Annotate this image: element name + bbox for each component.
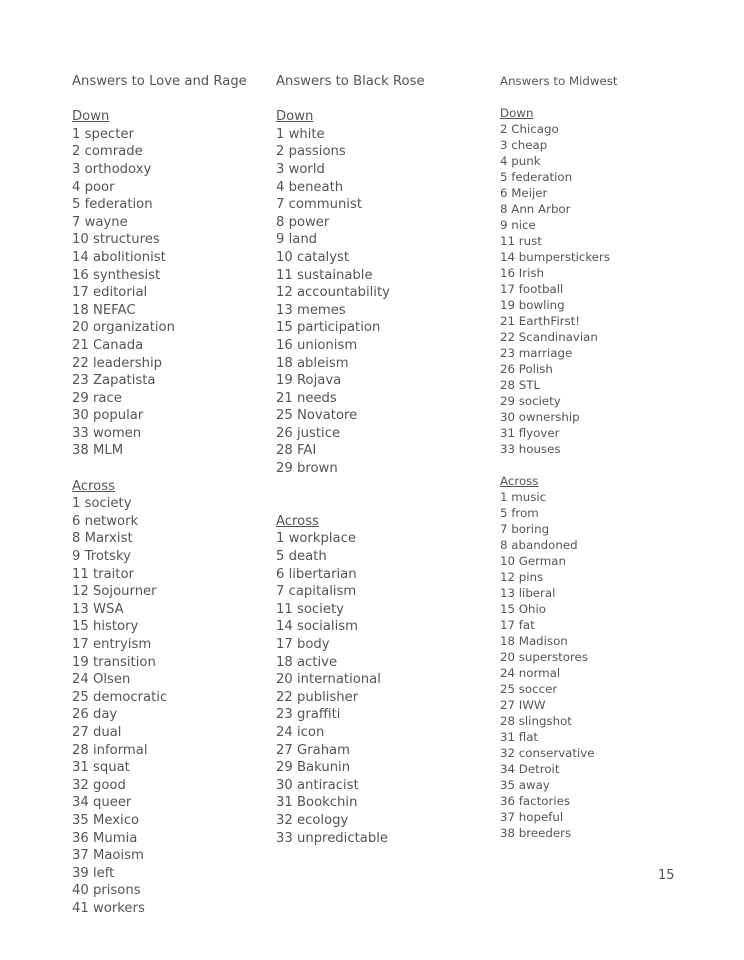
answer-item: 18 ableism [276, 355, 349, 371]
answer-item: 20 organization [72, 320, 175, 336]
page-number: 15 [658, 868, 675, 883]
answer-item: 5 federation [500, 170, 573, 184]
answer-item: 12 pins [500, 570, 544, 584]
answer-item: 4 punk [500, 154, 541, 168]
answer-item: 8 Ann Arbor [500, 202, 571, 216]
answer-item: 13 liberal [500, 586, 556, 600]
answer-item: 23 marriage [500, 346, 573, 360]
answer-item: 13 memes [276, 302, 346, 318]
answer-item: 28 informal [72, 742, 148, 758]
answer-item: 7 wayne [72, 214, 128, 230]
answer-item: 3 cheap [500, 138, 548, 152]
answer-item: 2 comrade [72, 144, 143, 160]
answer-item: 1 specter [72, 126, 134, 142]
answer-item: 20 international [276, 672, 381, 688]
answer-item: 25 soccer [500, 682, 558, 696]
answer-item: 9 land [276, 232, 318, 248]
answer-item: 4 poor [72, 179, 115, 195]
answer-item: 34 queer [72, 795, 132, 811]
answer-item: 36 factories [500, 794, 571, 808]
answer-item: 14 bumperstickers [500, 250, 611, 264]
answer-item: 18 Madison [500, 634, 568, 648]
answer-item: 28 slingshot [500, 714, 572, 728]
answer-item: 25 Novatore [276, 408, 358, 424]
answer-item: 14 socialism [276, 619, 358, 635]
answer-item: 37 Maoism [72, 848, 144, 864]
answer-item: 29 society [500, 394, 561, 408]
answer-item: 24 normal [500, 666, 561, 680]
answer-item: 10 German [500, 554, 567, 568]
answer-item: 27 dual [72, 724, 122, 740]
answer-item: 16 synthesist [72, 267, 161, 283]
answer-item: 1 workplace [276, 531, 356, 547]
answer-item: 12 Sojourner [72, 584, 157, 600]
section-title: Answers to Midwest [500, 74, 618, 88]
answer-item: 22 Scandinavian [500, 330, 598, 344]
answer-item: 31 squat [72, 760, 130, 776]
answer-item: 15 participation [276, 320, 381, 336]
answer-item: 9 Trotsky [72, 549, 131, 565]
answer-item: 26 justice [276, 425, 341, 441]
down-answers-list [72, 126, 262, 460]
answer-item: 21 needs [276, 390, 337, 406]
across-heading: Across [72, 478, 115, 494]
down-heading: Down [276, 109, 314, 125]
answer-item: 20 superstores [500, 650, 588, 664]
answer-item: 5 federation [72, 197, 153, 213]
answer-item: 7 communist [276, 197, 363, 213]
across-answers-list [276, 530, 476, 847]
answer-item: 16 unionism [276, 337, 358, 353]
answer-item: 41 workers [72, 900, 145, 916]
answer-item: 38 MLM [72, 443, 124, 459]
love-and-rage-answers [72, 73, 262, 918]
answer-item: 19 Rojava [276, 373, 342, 389]
answer-item: 3 orthodoxy [72, 161, 152, 177]
answer-item: 15 history [72, 619, 139, 635]
answer-item: 30 antiracist [276, 777, 359, 793]
answer-item: 4 beneath [276, 179, 344, 195]
across-heading: Across [500, 474, 539, 488]
answer-item: 19 transition [72, 654, 156, 670]
answer-item: 17 fat [500, 618, 535, 632]
answer-item: 13 WSA [72, 601, 124, 617]
answer-item: 9 nice [500, 218, 536, 232]
answer-item: 22 publisher [276, 689, 359, 705]
answer-item: 31 flyover [500, 426, 560, 440]
answer-item: 30 popular [72, 408, 144, 424]
answer-item: 17 editorial [72, 285, 148, 301]
across-answers-list [500, 489, 700, 841]
answer-item: 1 white [276, 126, 325, 142]
answer-item: 17 entryism [72, 637, 152, 652]
answer-item: 14 abolitionist [72, 249, 166, 265]
answer-item: 2 passions [276, 144, 346, 160]
answer-item: 29 race [72, 390, 122, 406]
answer-item: 33 women [72, 425, 142, 441]
answer-item: 26 Polish [500, 362, 553, 376]
answer-item: 5 death [276, 549, 327, 565]
down-answers-list [276, 126, 476, 478]
answer-item: 11 society [276, 601, 344, 617]
answer-item: 17 body [276, 637, 330, 652]
down-answers-list [500, 121, 700, 457]
section-title: Answers to Black Rose [276, 74, 425, 89]
answer-item: 8 Marxist [72, 531, 133, 547]
answer-item: 27 Graham [276, 742, 350, 758]
answer-item: 31 Bookchin [276, 795, 358, 811]
answer-item: 23 graffiti [276, 707, 341, 723]
answer-item: 19 bowling [500, 298, 565, 312]
answer-item: 21 Canada [72, 337, 144, 353]
answer-item: 32 good [72, 777, 126, 793]
answer-item: 5 from [500, 506, 539, 520]
down-heading: Down [72, 109, 110, 125]
answer-item: 22 leadership [72, 355, 163, 371]
answer-item: 37 hopeful [500, 810, 564, 824]
section-title: Answers to Love and Rage [72, 74, 247, 89]
answer-item: 21 EarthFirst! [500, 314, 580, 328]
down-heading: Down [500, 106, 534, 120]
answer-item: 33 houses [500, 442, 561, 456]
answer-item: 39 left [72, 865, 115, 881]
black-rose-answers [276, 73, 476, 847]
answer-item: 24 icon [276, 724, 325, 740]
answer-item: 25 democratic [72, 689, 168, 705]
answer-item: 11 sustainable [276, 267, 373, 283]
answer-item: 6 network [72, 513, 139, 529]
answer-item: 17 football [500, 282, 564, 296]
answer-item: 35 Mexico [72, 812, 140, 828]
across-answers-list [72, 495, 262, 917]
answer-item: 6 Meijer [500, 186, 548, 200]
answer-item: 38 breeders [500, 826, 572, 840]
answer-item: 8 power [276, 214, 330, 230]
answer-item: 29 brown [276, 461, 338, 477]
answer-item: 10 catalyst [276, 249, 350, 265]
answer-item: 7 capitalism [276, 584, 357, 600]
answer-item: 33 unpredictable [276, 830, 388, 846]
answer-item: 15 Ohio [500, 602, 547, 616]
answer-item: 27 IWW [500, 698, 546, 712]
midwest-answers [500, 73, 700, 841]
answer-item: 23 Zapatista [72, 373, 156, 389]
answer-item: 34 Detroit [500, 762, 560, 776]
answer-item: 8 abandoned [500, 538, 578, 552]
answer-item: 12 accountability [276, 285, 390, 301]
answer-item: 1 society [72, 496, 132, 512]
across-heading: Across [276, 513, 319, 529]
answer-item: 32 ecology [276, 812, 349, 828]
answer-item: 18 active [276, 654, 338, 670]
answer-item: 1 music [500, 490, 547, 504]
answer-item: 28 STL [500, 378, 541, 392]
answer-item: 10 structures [72, 232, 160, 248]
answer-item: 18 NEFAC [72, 302, 136, 318]
answer-item: 32 conservative [500, 746, 595, 760]
answer-item: 11 rust [500, 234, 542, 248]
answer-item: 2 Chicago [500, 122, 559, 136]
answer-item: 29 Bakunin [276, 760, 351, 776]
answer-item: 16 Irish [500, 266, 544, 280]
answer-item: 31 flat [500, 730, 539, 744]
answer-item: 28 FAI [276, 443, 317, 459]
answer-item: 6 libertarian [276, 566, 357, 582]
answer-item: 11 traitor [72, 566, 134, 582]
answer-item: 30 ownership [500, 410, 580, 424]
answer-item: 26 day [72, 707, 118, 723]
answer-item: 35 away [500, 778, 550, 792]
answer-item: 40 prisons [72, 883, 141, 899]
answer-item: 36 Mumia [72, 830, 138, 846]
answer-item: 7 boring [500, 522, 550, 536]
answer-item: 24 Olsen [72, 672, 131, 688]
answer-item: 3 world [276, 161, 325, 177]
